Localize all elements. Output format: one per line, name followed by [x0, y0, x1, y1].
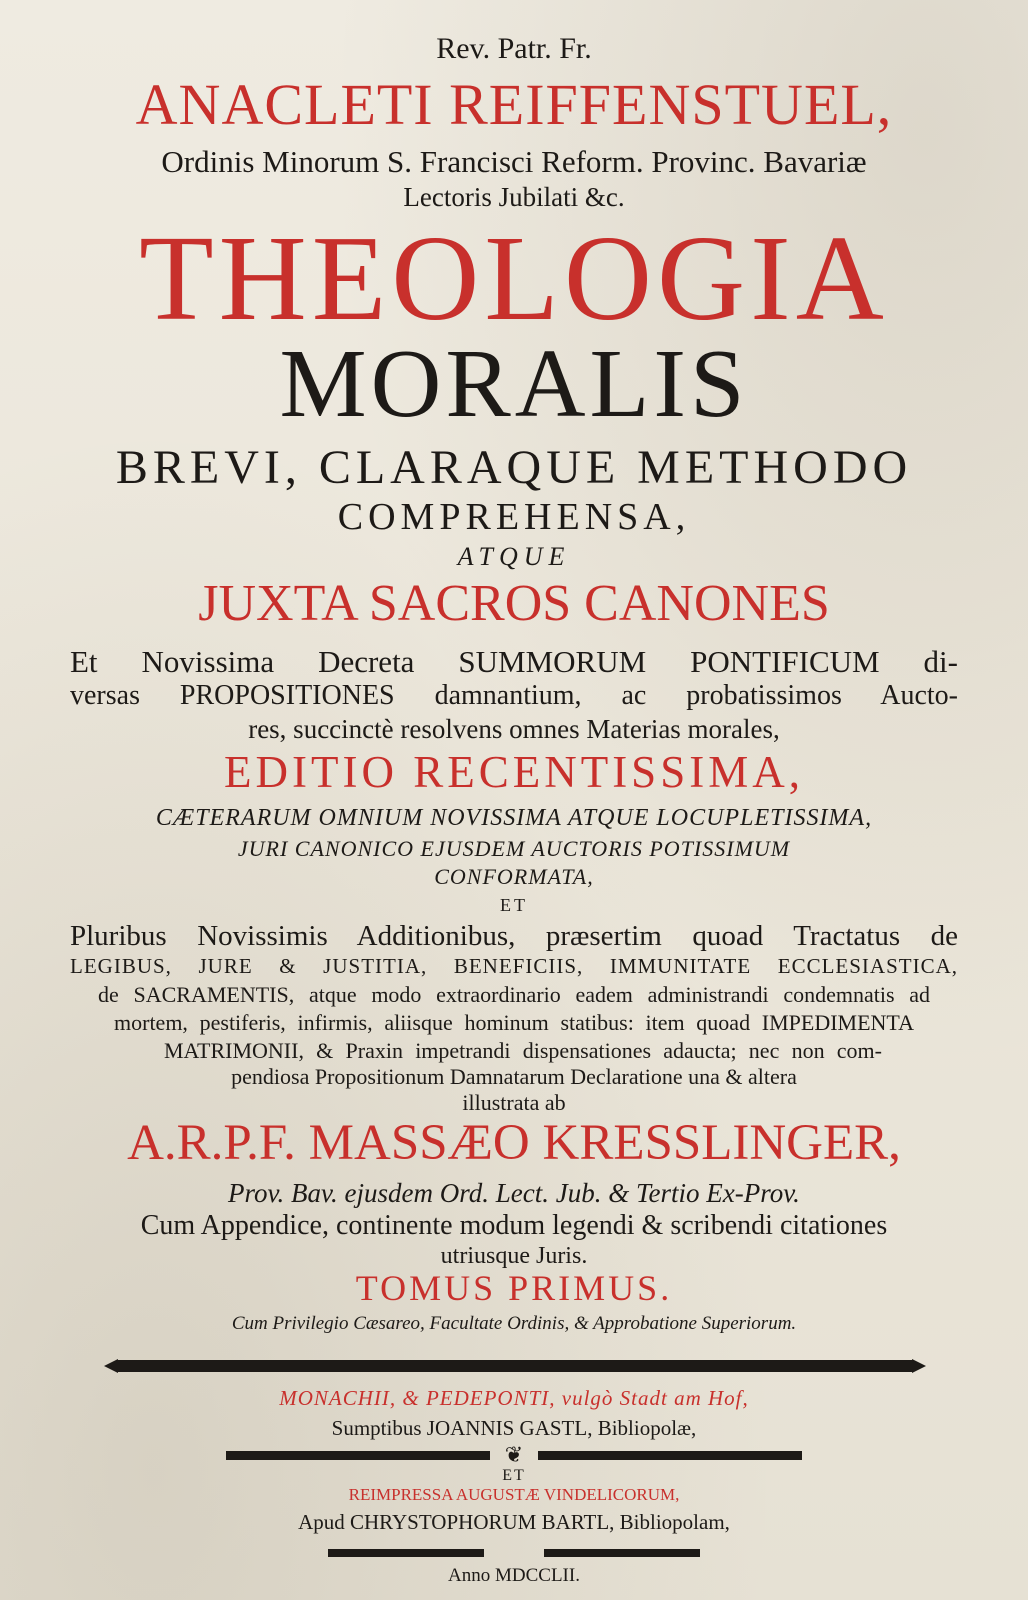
author-prefix: Rev. Patr. Fr.: [436, 32, 592, 65]
additions-line: Pluribus Novissimis Additionibus, præsertim quoad Tractatus de: [70, 920, 958, 952]
appendix-line: Cum Appendice, continente modum legendi & scribendi citationes: [140, 1210, 888, 1241]
imprint-city: MONACHII, & PEDEPONTI, vulgò Stadt am Hof,: [279, 1386, 749, 1410]
imprint-rule-right: [538, 1451, 802, 1460]
additions-line: illustrata ab: [462, 1090, 566, 1115]
subtitle-line-1: BREVI, CLARAQUE METHODO: [115, 441, 913, 494]
year-rule-right: [544, 1549, 700, 1557]
canones-heading: JUXTA SACROS CANONES: [198, 575, 830, 632]
subtitle-line-2: COMPREHENSA,: [337, 496, 691, 538]
edition-description: CÆTERARUM OMNIUM NOVISSIMA ATQUE LOCUPLETISSIMA,: [155, 805, 873, 831]
description-line: versas PROPOSITIONES damnantium, ac probatissimos Auctо-: [70, 680, 958, 711]
edition-heading: EDITIO RECENTISSIMA,: [224, 747, 804, 797]
edition-description: CONFORMATA,: [434, 864, 594, 889]
volume-heading: TOMUS PRIMUS.: [355, 1268, 673, 1308]
printer-rule-top: [118, 1360, 912, 1372]
fleuron-icon: ❦: [504, 1442, 524, 1467]
year-rule-left: [328, 1549, 484, 1557]
author-title: Lectoris Jubilati &c.: [403, 182, 625, 212]
description-line: Et Novissima Decreta SUMMORUM PONTIFICUM di-: [70, 644, 958, 679]
description-line: res, succinctè resolvens omnes Materias morales,: [248, 714, 780, 744]
main-title: THEOLOGIA: [139, 211, 889, 346]
conjunction-atque: ATQUE: [457, 542, 571, 571]
imprint-rule-left: [226, 1451, 490, 1460]
author-order: Ordinis Minorum S. Francisci Reform. Provinc. Bavariæ: [161, 144, 867, 179]
editor-title: Prov. Bav. ejusdem Ord. Lect. Jub. & Tertio Ex-Prov.: [228, 1178, 800, 1208]
appendix-line: utriusque Juris.: [440, 1243, 588, 1269]
additions-line: LEGIBUS, JURE & JUSTITIA, BENEFICIIS, IMMUNITATE ECCLESIASTICA,: [70, 954, 958, 978]
printer-rule-right-end: [912, 1359, 926, 1373]
printer-rule-left-end: [104, 1359, 118, 1373]
main-title-second: MORALIS: [279, 330, 749, 438]
edition-description: JURI CANONICO EJUSDEM AUCTORIS POTISSIMUM: [237, 836, 791, 861]
imprint-et: ET: [502, 1467, 526, 1484]
conjunction-et: ET: [500, 895, 528, 915]
publication-year: Anno MDCCLII.: [448, 1565, 580, 1586]
author-name: ANACLETI REIFFENSTUEL,: [135, 72, 893, 137]
additions-line: de SACRAMENTIS, atque modo extraordinario eadem administrandi condemnatis ad: [98, 982, 930, 1007]
additions-line: MATRIMONII, & Praxin impetrandi dispensationes adaucta; nec non com-: [164, 1038, 882, 1063]
editor-name: A.R.P.F. MASSÆO KRESSLINGER,: [127, 1115, 901, 1171]
imprint-publisher: Sumptibus JOANNIS GASTL, Bibliopolæ,: [331, 1416, 697, 1440]
additions-line: mortem, pestiferis, infirmis, aliisque hominum statibus: item quoad IMPEDIMENTA: [114, 1010, 914, 1035]
reprint-city: REIMPRESSA AUGUSTÆ VINDELICORUM,: [348, 1485, 680, 1504]
reprint-publisher: Apud CHRYSTOPHORUM BARTL, Bibliopolam,: [298, 1510, 730, 1534]
additions-line: pendiosa Propositionum Damnatarum Declaratione una & altera: [231, 1064, 797, 1089]
privilege-line: Cum Privilegio Cæsareo, Facultate Ordinis, & Approbatione Superiorum.: [231, 1313, 797, 1334]
